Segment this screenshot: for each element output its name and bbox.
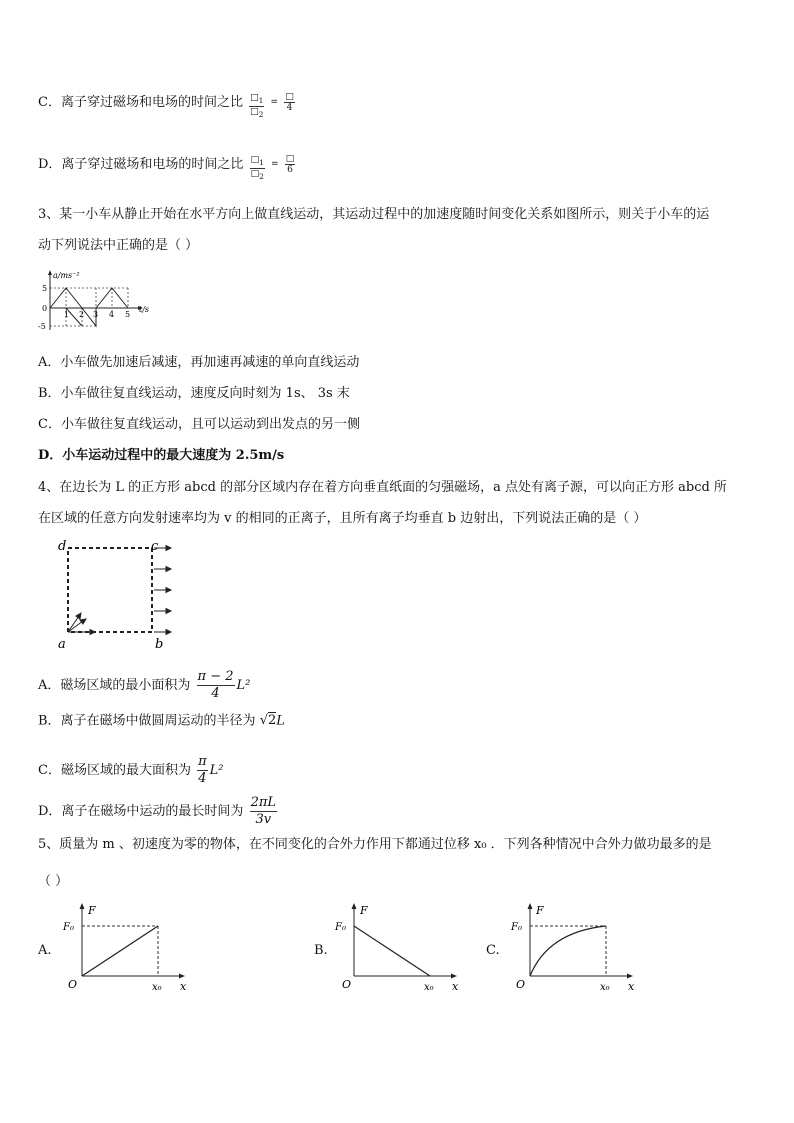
q5-graph-c: [508, 902, 643, 994]
q3-ytick: -5: [38, 322, 46, 331]
svg-text:F: F: [360, 904, 368, 917]
q3-option-a: A．小车做先加速后减速，再加速再减速的单向直线运动: [38, 355, 360, 370]
q3-waveform: [50, 288, 131, 326]
q3-xtick: 1: [64, 310, 70, 319]
svg-text:x: x: [180, 980, 187, 993]
q3-stem-line1: 3、某一小车从静止开始在水平方向上做直线运动，其运动过程中的加速度随时间变化关系如图所示，则关于小车的运: [38, 207, 710, 222]
q5-graph-a-label: A.: [38, 943, 52, 958]
svg-text:x: x: [452, 980, 459, 993]
q5-c-curve: [530, 926, 606, 976]
q4-option-c: C．磁场区域的最大面积为 $\frac{\pi}{4}$ L²: [38, 754, 224, 786]
q3-xtick: 5: [125, 310, 131, 319]
q2-d-fraction-left: $\frac{□_1}{□_2}$: [250, 155, 264, 181]
q4-option-b: B．离子在磁场中做圆周运动的半径为 √2L: [38, 713, 285, 729]
q5-graph-a: [60, 902, 195, 994]
q3-xtick: 2: [79, 310, 85, 319]
q3-xtick: 3: [93, 310, 99, 319]
q3-option-c: C．小车做往复直线运动，且可以运动到出发点的另一侧: [38, 417, 360, 432]
q3-ytick: 5: [42, 284, 48, 293]
q4-option-d: D．离子在磁场中运动的最长时间为 $\frac{2\pi L}{3v}$: [38, 795, 277, 827]
q4-stem-line2: 在区域的任意方向发射速率均为 v 的相同的正离子，且所有离子均垂直 b 边射出，下列说法正确的是（ ）: [38, 511, 647, 526]
q2-option-d: D．离子穿过磁场和电场的时间之比 $\frac{□_1}{□_2}$ = $\frac{□}{6}$: [38, 153, 295, 181]
svg-text:F₀: F₀: [335, 922, 346, 933]
q5-graph-c-label: C.: [486, 943, 500, 958]
svg-text:x₀: x₀: [600, 982, 610, 993]
q2-c-fraction-right: $\frac{□}{4}$: [285, 91, 294, 113]
q3-option-d: D．小车运动过程中的最大速度为 2.5m/s: [38, 448, 285, 463]
q4-c-fraction: $\frac{\pi}{4}$: [198, 754, 207, 786]
svg-text:F: F: [536, 904, 544, 917]
q5-stem-line1: 5、质量为 m 、初速度为零的物体，在不同变化的合外力作用下都通过位移 x₀ ．下列各种情况中合外力做功最多的是: [38, 837, 712, 852]
svg-text:x₀: x₀: [424, 982, 434, 993]
q3-xlabel: t/s: [139, 305, 150, 314]
q2-option-c: C．离子穿过磁场和电场的时间之比 $\frac{□_1}{□_2}$ = $\frac{□}{4}$: [38, 91, 294, 119]
q3-acceleration-graph: [36, 268, 156, 336]
svg-text:O: O: [516, 978, 526, 991]
q4-b-sqrt: √2: [259, 713, 277, 728]
q5-graph-b: [332, 902, 467, 994]
q3-ylabel: a/ms⁻²: [53, 271, 80, 280]
q5-b-curve: [354, 926, 430, 976]
svg-text:x: x: [628, 980, 635, 993]
svg-text:O: O: [342, 978, 352, 991]
q3-xtick: 4: [109, 310, 115, 319]
q4-option-a: A．磁场区域的最小面积为 $\frac{\pi - 2}{4}$ L²: [38, 669, 251, 701]
svg-text:O: O: [68, 978, 78, 991]
q4-square-figure: [52, 536, 182, 652]
q3-stem-line2: 动下列说法中正确的是（ ）: [38, 238, 199, 253]
svg-text:F₀: F₀: [63, 922, 74, 933]
q3-option-b: B．小车做往复直线运动，速度反向时刻为 1s、 3s 末: [38, 386, 350, 401]
q4-label-a: a: [58, 637, 66, 652]
svg-text:F₀: F₀: [511, 922, 522, 933]
q3-ytick: 0: [42, 304, 48, 313]
q2-d-fraction-right: $\frac{□}{6}$: [285, 153, 295, 175]
q4-label-d: d: [58, 539, 67, 554]
q4-label-c: c: [151, 539, 159, 554]
q5-graph-b-label: B.: [314, 943, 328, 958]
q4-label-b: b: [155, 637, 164, 652]
svg-text:F: F: [88, 904, 96, 917]
q2-c-fraction-left: $\frac{□_1}{□_2}$: [250, 93, 264, 119]
q5-a-curve: [82, 926, 158, 976]
q4-d-fraction: $\frac{2\pi L}{3v}$: [250, 795, 277, 827]
q4-stem-line1: 4、在边长为 L 的正方形 abcd 的部分区域内存在着方向垂直纸面的匀强磁场，a 点处有离子源，可以向正方形 abcd 所: [38, 480, 727, 495]
q4-exit-arrows: [154, 546, 171, 635]
svg-text:x₀: x₀: [152, 982, 162, 993]
q5-stem-line2: （ ）: [38, 874, 69, 889]
q4-a-fraction: $\frac{\pi - 2}{4}$: [197, 669, 234, 701]
